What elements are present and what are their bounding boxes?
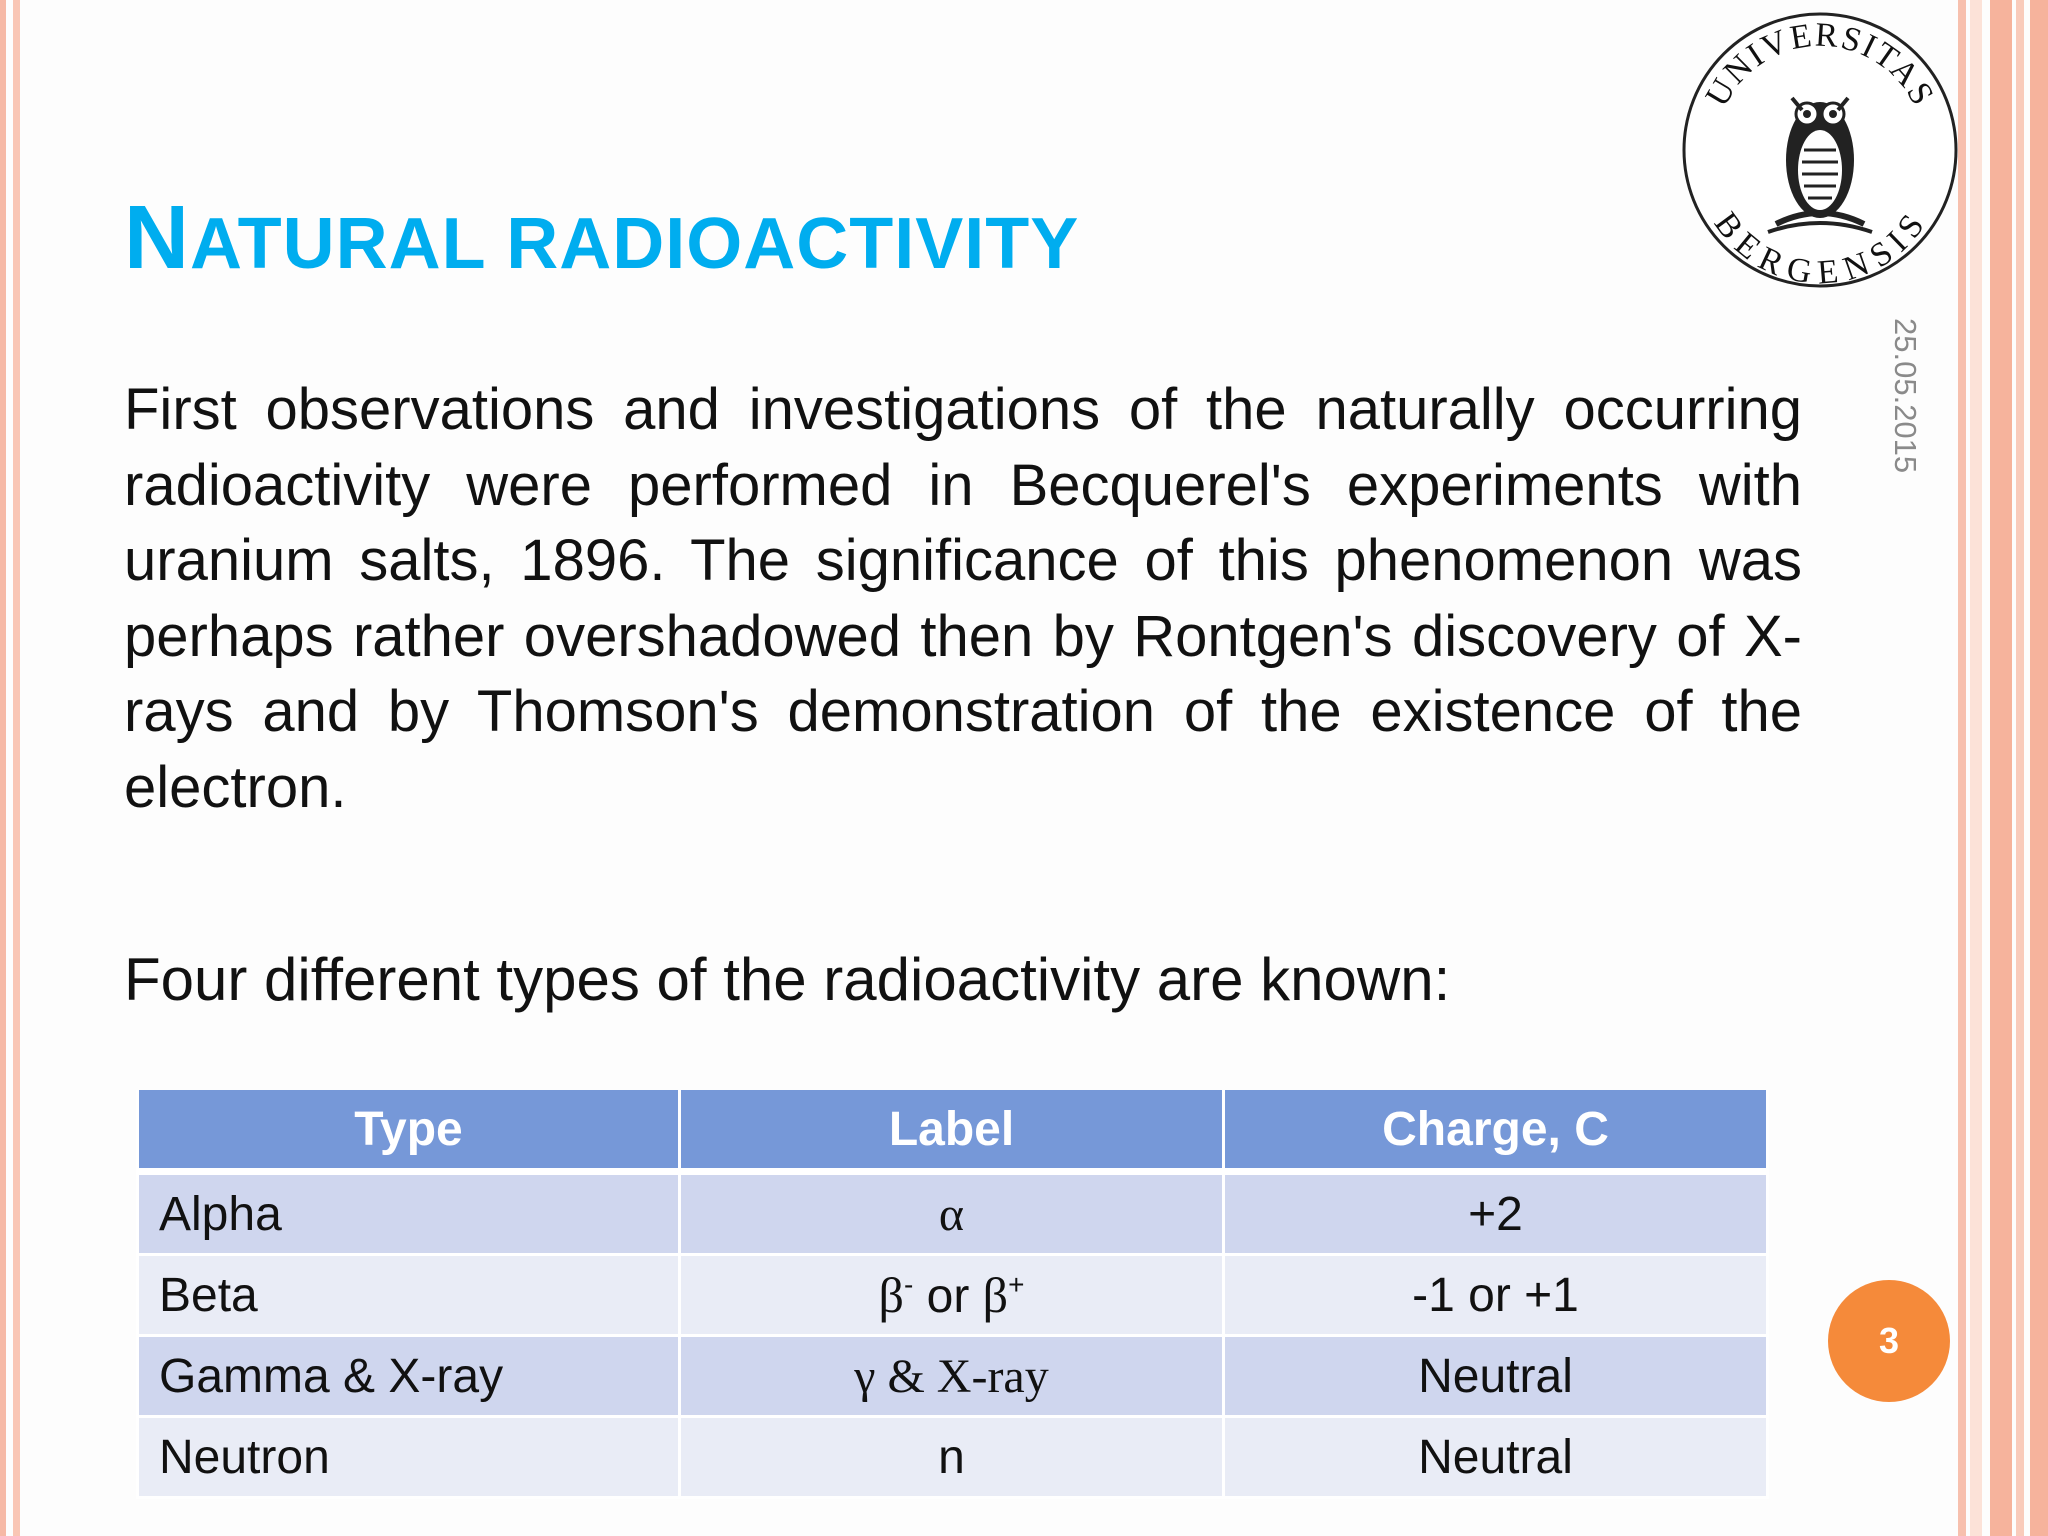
table-row xyxy=(138,1417,1768,1498)
right-decorative-bar xyxy=(2016,0,2024,1536)
cell-label: n xyxy=(680,1417,1224,1498)
table-header-row xyxy=(138,1090,1768,1172)
cell-charge: Neutral xyxy=(1224,1336,1768,1417)
intro-paragraph: First observations and investigations of the naturally occurring radioactivity were performed in Becquerel's experiments with uranium salts, 1896. The significance of this phenomenon was perhaps rather overshadowed then by Rontgen's discovery of X-rays and by Thomson's demonstration of the existence of the electron. xyxy=(124,377,1802,820)
slide-date: 25.05.2015 xyxy=(1888,318,1923,474)
title-first-letter: N xyxy=(124,188,190,288)
beta-plus-sign: + xyxy=(1008,1269,1025,1300)
beta-minus-sign: - xyxy=(903,1269,914,1300)
radioactivity-types-table xyxy=(136,1090,1769,1499)
svg-text:BERGENSIS: BERGENSIS xyxy=(1706,205,1934,290)
slide-title xyxy=(124,178,1079,304)
table-row xyxy=(138,1172,1768,1255)
cell-label xyxy=(680,1255,1224,1336)
header-type: Type xyxy=(138,1090,680,1172)
left-decorative-bar xyxy=(0,0,6,1536)
cell-charge: -1 or +1 xyxy=(1224,1255,1768,1336)
cell-type: Neutron xyxy=(138,1417,680,1498)
cell-type: Gamma & X-ray xyxy=(138,1336,680,1417)
table-row xyxy=(138,1255,1768,1336)
beta-plus-symbol: β xyxy=(982,1267,1009,1323)
types-subheading: Four different types of the radioactivity are known: xyxy=(124,946,1451,1013)
cell-charge: +2 xyxy=(1224,1172,1768,1255)
table-row xyxy=(138,1336,1768,1417)
title-rest: ATURAL RADIOACTIVITY xyxy=(190,204,1080,284)
left-decorative-bar xyxy=(13,0,20,1536)
cell-label: α xyxy=(680,1172,1224,1255)
right-decorative-bar xyxy=(1990,0,2012,1536)
right-decorative-bar xyxy=(1970,0,1982,1536)
cell-charge: Neutral xyxy=(1224,1417,1768,1498)
university-seal-logo xyxy=(1680,10,1960,290)
page-number-badge: 3 xyxy=(1828,1280,1950,1402)
beta-or-text: or xyxy=(913,1270,983,1323)
right-decorative-bar xyxy=(2030,0,2048,1536)
svg-text:UNIVERSITAS: UNIVERSITAS xyxy=(1698,16,1942,113)
beta-minus-symbol: β xyxy=(878,1267,904,1323)
cell-label: γ & X-ray xyxy=(680,1336,1224,1417)
header-label: Label xyxy=(680,1090,1224,1172)
header-charge: Charge, C xyxy=(1224,1090,1768,1172)
cell-type: Alpha xyxy=(138,1172,680,1255)
cell-type: Beta xyxy=(138,1255,680,1336)
